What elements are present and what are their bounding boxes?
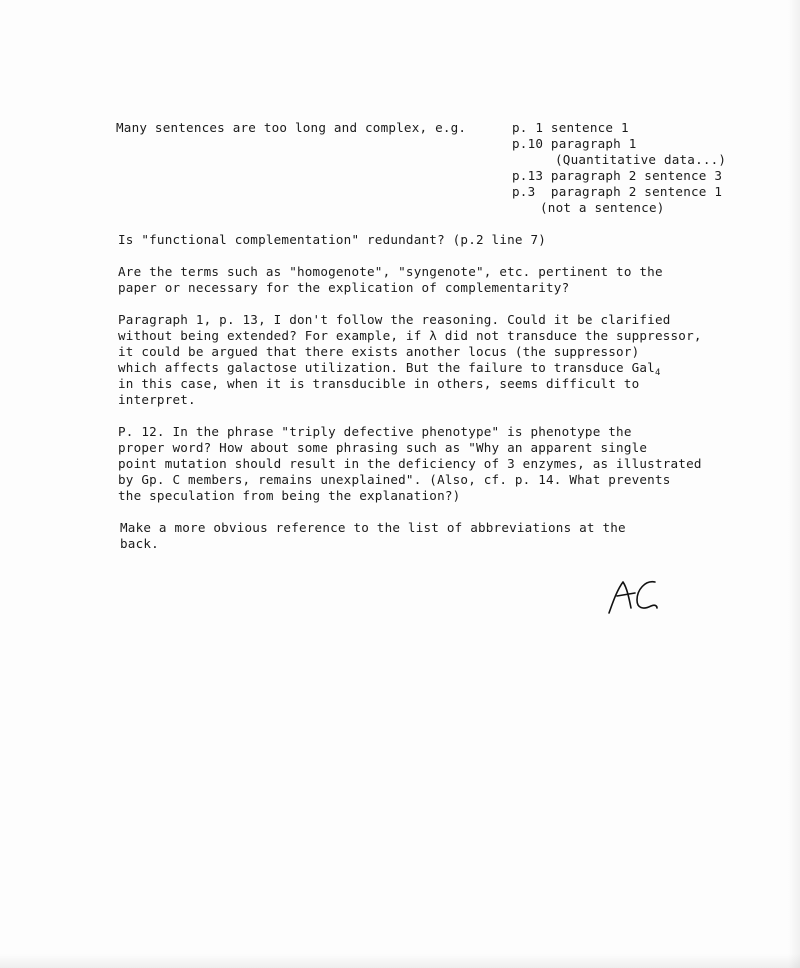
block5-line: the speculation from being the explanation?) bbox=[118, 488, 461, 503]
block6-line: Make a more obvious reference to the list of abbreviations at the bbox=[120, 520, 626, 535]
block4-line-text: which affects galactose utilization. But the failure to transduce Gal bbox=[118, 360, 655, 375]
block4-line: interpret. bbox=[118, 392, 196, 407]
block1-lead: Many sentences are too long and complex, e.g. bbox=[116, 120, 467, 135]
block2-line: Is "functional complementation" redundant? (p.2 line 7) bbox=[118, 232, 547, 247]
block4-line: Paragraph 1, p. 13, I don't follow the reasoning. Could it be clarified bbox=[118, 312, 671, 327]
block5-line: proper word? How about some phrasing such as "Why an apparent single bbox=[118, 440, 648, 455]
block1-ref: p.13 paragraph 2 sentence 3 bbox=[512, 168, 723, 183]
block1-ref: p. 1 sentence 1 bbox=[512, 120, 629, 135]
gal-subscript: 4 bbox=[654, 368, 661, 378]
page-edge-shadow bbox=[0, 954, 800, 968]
block1-ref: p.3 paragraph 2 sentence 1 bbox=[512, 184, 723, 199]
block5-line: by Gp. C members, remains unexplained". (Also, cf. p. 14. What prevents bbox=[118, 472, 671, 487]
block4-line: without being extended? For example, if λ did not transduce the suppressor, bbox=[118, 328, 702, 343]
block1-ref: (not a sentence) bbox=[540, 200, 665, 215]
block4-line: it could be argued that there exists another locus (the suppressor) bbox=[118, 344, 640, 359]
page-edge-shadow bbox=[788, 0, 800, 968]
block5-line: point mutation should result in the deficiency of 3 enzymes, as illustrated bbox=[118, 456, 702, 471]
block1-ref: p.10 paragraph 1 bbox=[512, 136, 637, 151]
block4-line: in this case, when it is transducible in others, seems difficult to bbox=[118, 376, 640, 391]
block3-line: paper or necessary for the explication of complementarity? bbox=[118, 280, 570, 295]
block3-line: Are the terms such as "homogenote", "syngenote", etc. pertinent to the bbox=[118, 264, 663, 279]
block1-ref: (Quantitative data...) bbox=[555, 152, 727, 167]
block6-line: back. bbox=[120, 536, 159, 551]
block5-line: P. 12. In the phrase "triply defective phenotype" is phenotype the bbox=[118, 424, 632, 439]
handwritten-initials bbox=[605, 576, 661, 618]
